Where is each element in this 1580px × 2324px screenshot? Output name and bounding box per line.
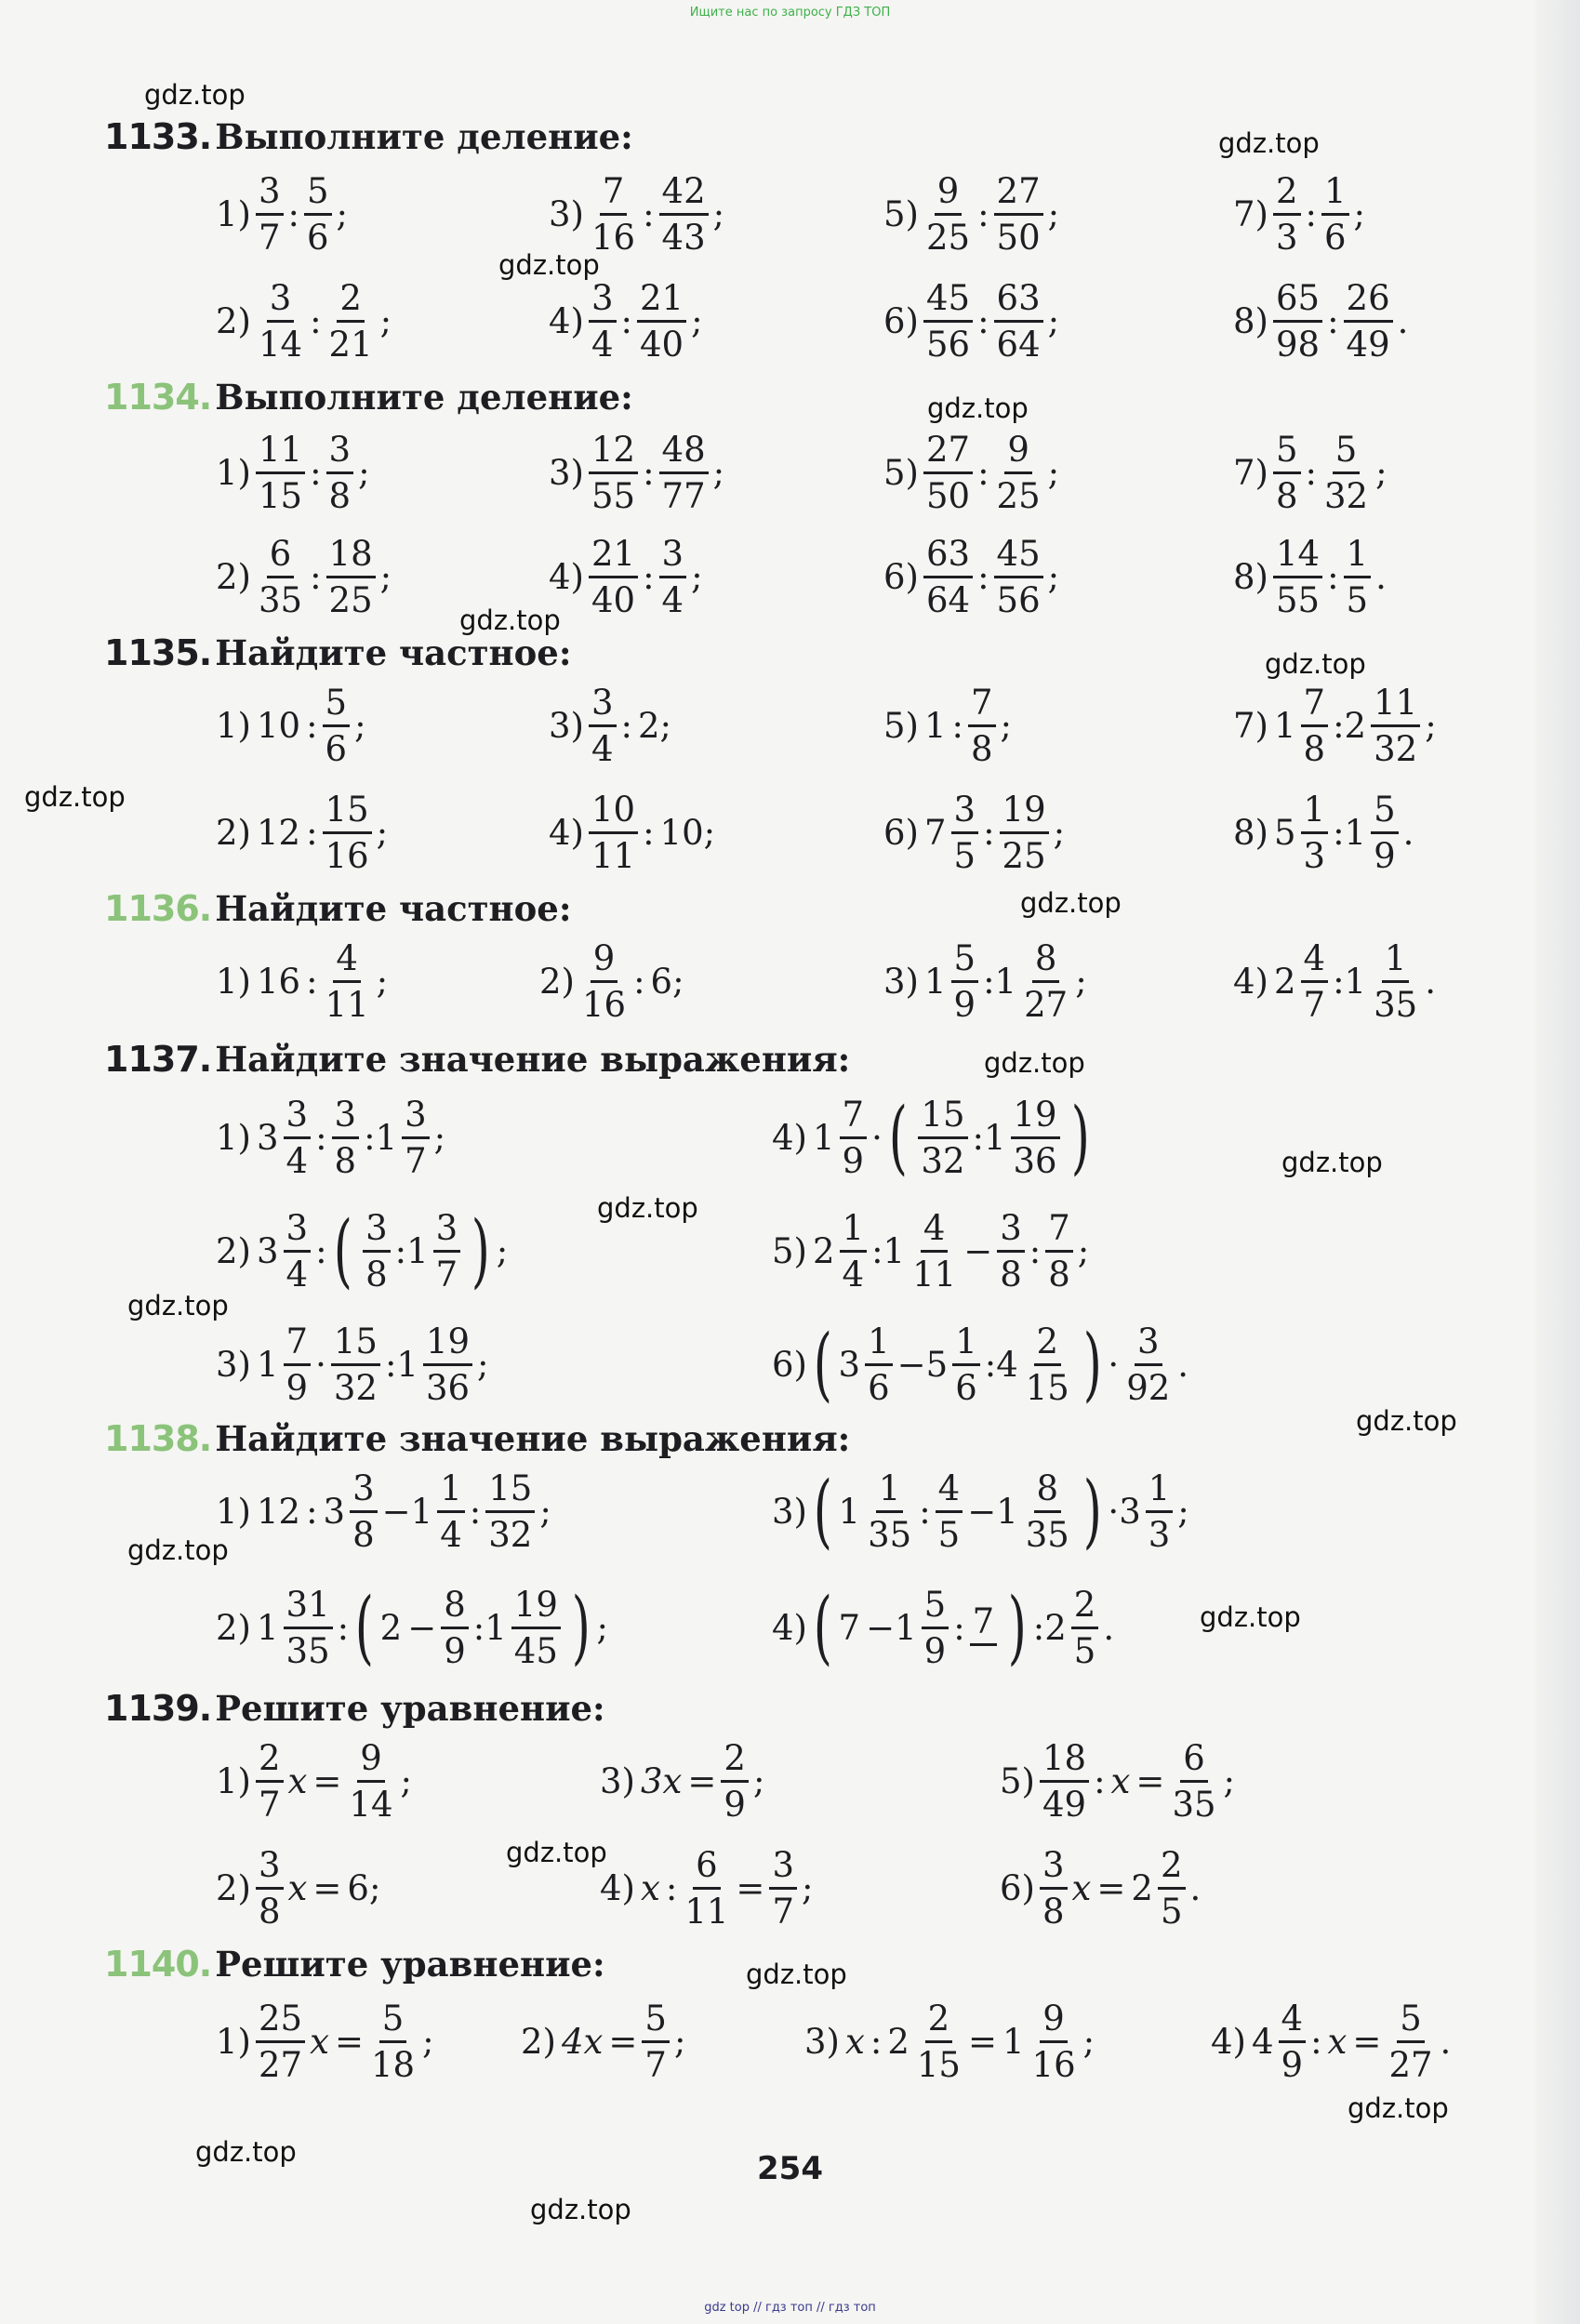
- problem-header: [104, 116, 633, 157]
- watermark: gdz.top: [1348, 2092, 1449, 2124]
- watermark: gdz.top: [1020, 887, 1122, 919]
- exercise-item: 1) $\frac{2}{7}$ x = $\frac{9}{14}$ ;: [216, 1737, 412, 1825]
- watermark: gdz.top: [506, 1837, 607, 1868]
- watermark: gdz.top: [127, 1290, 229, 1321]
- exercise-item: 4) ( 7 − 1 $\frac{5}{9}$ : 7 ) : 2 $\frac{2}{5}$ .: [772, 1581, 1115, 1674]
- exercise-item: 7) $\frac{5}{8}$ : $\frac{5}{32}$ ;: [1233, 429, 1387, 516]
- exercise-item: 2) 12 : $\frac{15}{16}$ ;: [216, 789, 389, 876]
- problem-number: 1138.: [104, 1418, 212, 1459]
- problem-number: 1140.: [104, 1944, 212, 1985]
- watermark: gdz.top: [144, 79, 246, 111]
- exercise-item: 5) 1 : $\frac{7}{8}$ ;: [883, 682, 1013, 769]
- watermark: gdz.top: [1265, 648, 1366, 680]
- watermark: gdz.top: [459, 604, 561, 636]
- exercise-item: 2) 1 $\frac{31}{35}$ : ( 2 − $\frac{8}{9}$ : 1 $\frac{19}{45}$ ) ;: [216, 1581, 608, 1674]
- exercise-item: 6) $\frac{45}{56}$ : $\frac{63}{64}$ ;: [883, 277, 1060, 365]
- watermark: gdz.top: [1200, 1601, 1301, 1633]
- watermark: gdz.top: [195, 2136, 297, 2168]
- bottom-footer: gdz top // гдз топ // гдз топ: [704, 2301, 876, 2315]
- page-edge-shadow: [1535, 0, 1580, 2324]
- exercise-item: 5) $\frac{18}{49}$ : x = $\frac{6}{35}$ ;: [1000, 1737, 1235, 1825]
- exercise-item: 5) 2 $\frac{1}{4}$ : 1 $\frac{4}{11}$ − $\frac{3}{8}$ : $\frac{7}{8}$ ;: [772, 1207, 1090, 1295]
- exercise-item: 3) ( 1 $\frac{1}{35}$ : $\frac{4}{5}$ − 1 $\frac{8}{35}$ ) · 3 $\frac{1}{3}$ ;: [772, 1465, 1189, 1558]
- exercise-item: 1) 12 : 3 $\frac{3}{8}$ − 1 $\frac{1}{4}$ : $\frac{15}{32}$ ;: [216, 1467, 551, 1555]
- exercise-item: 8) $\frac{14}{55}$ : $\frac{1}{5}$ .: [1233, 533, 1387, 620]
- watermark: gdz.top: [984, 1047, 1085, 1079]
- exercise-item: 3) $\frac{3}{4}$ : 2 ;: [549, 682, 672, 769]
- exercise-item: 2) $\frac{6}{35}$ : $\frac{18}{25}$ ;: [216, 533, 392, 620]
- exercise-item: 3) $\frac{7}{16}$ : $\frac{42}{43}$ ;: [549, 170, 725, 258]
- problem-number: 1136.: [104, 888, 212, 929]
- watermark: gdz.top: [530, 2194, 631, 2225]
- problem-header: [104, 377, 633, 418]
- exercise-item: 6) $\frac{63}{64}$ : $\frac{45}{56}$ ;: [883, 533, 1060, 620]
- problem-number: 1134.: [104, 377, 212, 418]
- exercise-item: 3) 1 $\frac{5}{9}$ : 1 $\frac{8}{27}$ ;: [883, 937, 1087, 1025]
- watermark: gdz.top: [127, 1534, 229, 1566]
- problem-title: Выполните деление:: [215, 377, 633, 418]
- exercise-item: 2) $\frac{3}{8}$ x = 6 ;: [216, 1844, 381, 1932]
- exercise-item: 5) $\frac{9}{25}$ : $\frac{27}{50}$ ;: [883, 170, 1060, 258]
- watermark: gdz.top: [927, 392, 1029, 424]
- exercise-item: 6) ( 3 $\frac{1}{6}$ − 5 $\frac{1}{6}$ : 4 $\frac{2}{15}$ ) · $\frac{3}{92}$ .: [772, 1318, 1189, 1411]
- problem-header: [104, 888, 572, 929]
- exercise-item: 3) x : 2 $\frac{2}{15}$ = 1 $\frac{9}{16}$ ;: [804, 1998, 1095, 2085]
- exercise-item: 1) 10 : $\frac{5}{6}$ ;: [216, 682, 366, 769]
- exercise-item: 2) 4x = $\frac{5}{7}$ ;: [521, 1998, 686, 2085]
- exercise-item: 4) x : $\frac{6}{11}$ = $\frac{3}{7}$ ;: [600, 1844, 814, 1932]
- problem-header: [104, 1944, 605, 1985]
- watermark: gdz.top: [1281, 1147, 1383, 1178]
- exercise-item: 4) $\frac{3}{4}$ : $\frac{21}{40}$ ;: [549, 277, 703, 365]
- problem-number: 1135.: [104, 632, 212, 673]
- problem-header: [104, 632, 572, 673]
- problem-title: Найдите частное:: [215, 888, 572, 929]
- exercise-item: 2) 3 $\frac{3}{4}$ : ( $\frac{3}{8}$ : 1 $\frac{3}{7}$ ) ;: [216, 1204, 509, 1297]
- exercise-item: 1) 3 $\frac{3}{4}$ : $\frac{3}{8}$ : 1 $\frac{3}{7}$ ;: [216, 1094, 446, 1181]
- exercise-item: 2) $\frac{9}{16}$ : 6 ;: [539, 937, 684, 1025]
- exercise-item: 8) $\frac{65}{98}$ : $\frac{26}{49}$ .: [1233, 277, 1409, 365]
- top-banner: Ищите нас по запросу ГДЗ ТОП: [689, 6, 891, 20]
- problem-header: [104, 1688, 605, 1729]
- exercise-item: 3) 3x = $\frac{2}{9}$ ;: [600, 1737, 765, 1825]
- problem-title: Найдите частное:: [215, 632, 572, 673]
- exercise-item: 5) $\frac{27}{50}$ : $\frac{9}{25}$ ;: [883, 429, 1060, 516]
- problem-title: Решите уравнение:: [215, 1944, 605, 1985]
- exercise-item: 4) $\frac{21}{40}$ : $\frac{3}{4}$ ;: [549, 533, 703, 620]
- exercise-item: 3) 1 $\frac{7}{9}$ · $\frac{15}{32}$ : 1 $\frac{19}{36}$ ;: [216, 1321, 489, 1408]
- page-number: 254: [757, 2150, 823, 2187]
- exercise-item: 6) $\frac{3}{8}$ x = 2 $\frac{2}{5}$ .: [1000, 1844, 1202, 1932]
- problem-number: 1133.: [104, 116, 212, 157]
- problem-number: 1139.: [104, 1688, 212, 1729]
- problem-title: Выполните деление:: [215, 116, 633, 157]
- exercise-item: 4) 2 $\frac{4}{7}$ : 1 $\frac{1}{35}$ .: [1233, 937, 1436, 1025]
- watermark: gdz.top: [746, 1959, 847, 1990]
- exercise-item: 1) $\frac{25}{27}$ x = $\frac{5}{18}$ ;: [216, 1998, 434, 2085]
- exercise-item: 2) $\frac{3}{14}$ : $\frac{2}{21}$ ;: [216, 277, 392, 365]
- problem-number: 1137.: [104, 1039, 212, 1080]
- problem-title: Решите уравнение:: [215, 1688, 605, 1729]
- exercise-item: 4) $\frac{10}{11}$ : 10 ;: [549, 789, 716, 876]
- exercise-item: 8) 5 $\frac{1}{3}$ : 1 $\frac{5}{9}$ .: [1233, 789, 1414, 876]
- exercise-item: 6) 7 $\frac{3}{5}$ : $\frac{19}{25}$ ;: [883, 789, 1066, 876]
- problem-header: [104, 1039, 850, 1080]
- problem-header: [104, 1418, 850, 1459]
- watermark: gdz.top: [1356, 1405, 1457, 1437]
- exercise-item: 7) 1 $\frac{7}{8}$ : 2 $\frac{11}{32}$ ;: [1233, 682, 1437, 769]
- problem-title: Найдите значение выражения:: [215, 1039, 851, 1080]
- watermark: gdz.top: [597, 1192, 698, 1224]
- exercise-item: 4) 4 $\frac{4}{9}$ : x = $\frac{5}{27}$ .: [1211, 1998, 1452, 2085]
- exercise-item: 7) $\frac{2}{3}$ : $\frac{1}{6}$ ;: [1233, 170, 1366, 258]
- exercise-item: 1) 16 : $\frac{4}{11}$ ;: [216, 937, 389, 1025]
- watermark: gdz.top: [1218, 127, 1320, 159]
- problem-title: Найдите значение выражения:: [215, 1418, 851, 1459]
- exercise-item: 3) $\frac{12}{55}$ : $\frac{48}{77}$ ;: [549, 429, 725, 516]
- watermark: gdz.top: [498, 249, 600, 281]
- exercise-item: 1) $\frac{11}{15}$ : $\frac{3}{8}$ ;: [216, 429, 370, 516]
- watermark: gdz.top: [24, 781, 126, 813]
- exercise-item: 4) 1 $\frac{7}{9}$ · ( $\frac{15}{32}$ : 1 $\frac{19}{36}$ ): [772, 1091, 1090, 1184]
- exercise-item: 1) $\frac{3}{7}$ : $\frac{5}{6}$ ;: [216, 170, 349, 258]
